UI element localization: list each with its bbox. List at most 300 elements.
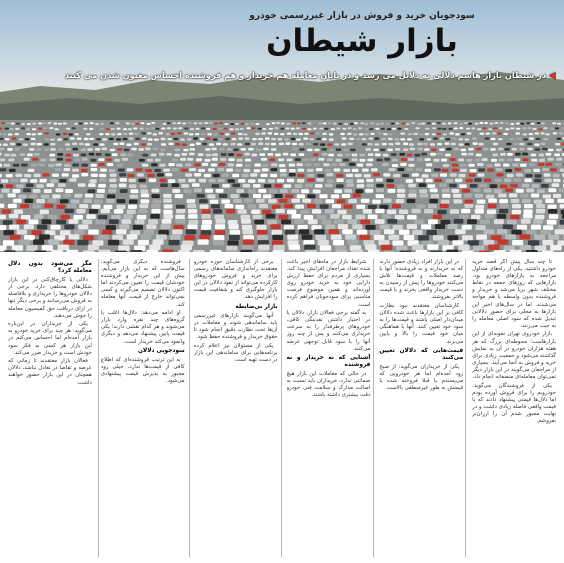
parked-car [336, 159, 342, 162]
parked-car [6, 122, 10, 124]
parked-car [537, 189, 545, 193]
parked-car [172, 229, 183, 234]
parked-car [88, 183, 96, 187]
parked-car [512, 204, 521, 208]
parked-car [265, 143, 270, 146]
parked-car [322, 133, 327, 135]
parked-car [206, 154, 212, 157]
parked-car [218, 128, 222, 130]
parked-car [452, 137, 457, 139]
parked-car [181, 169, 188, 172]
parked-car [535, 148, 540, 151]
parked-car [375, 128, 379, 130]
parked-car [166, 153, 172, 156]
parked-car [31, 138, 36, 140]
parked-car [94, 200, 103, 204]
parked-car [554, 153, 560, 156]
parked-car [339, 163, 345, 166]
parked-car [326, 199, 335, 203]
parked-car [498, 148, 503, 151]
parked-car [158, 230, 169, 235]
parked-car [445, 154, 451, 157]
parked-car [184, 132, 189, 134]
parked-car [546, 163, 552, 166]
parked-car [190, 144, 195, 147]
parked-car [112, 153, 118, 156]
parked-car [67, 204, 76, 208]
parked-car [475, 209, 484, 214]
lead-text [8, 70, 556, 82]
parked-car [504, 178, 511, 182]
parked-car [307, 194, 315, 198]
parked-car [345, 234, 356, 239]
parked-car [440, 204, 449, 208]
parked-car [404, 235, 415, 240]
parked-car [555, 163, 561, 166]
parked-car [258, 179, 265, 183]
parked-car [416, 178, 423, 182]
headline-block [172, 10, 552, 60]
parked-car [363, 209, 372, 214]
parked-car [419, 133, 424, 135]
parked-car [16, 184, 24, 188]
parked-car [550, 168, 557, 171]
parked-car [83, 235, 94, 240]
parked-car [38, 133, 43, 135]
parked-car [2, 209, 11, 214]
parked-car [26, 183, 34, 187]
parked-car [491, 159, 497, 162]
parked-car [435, 179, 442, 183]
parked-car [478, 168, 485, 171]
parked-car [534, 235, 545, 240]
parked-car [73, 154, 79, 157]
parked-car [462, 189, 470, 193]
parked-car [0, 174, 2, 177]
parked-car [353, 193, 361, 197]
parked-car [520, 123, 524, 125]
parked-car [33, 239, 44, 244]
parked-car [523, 138, 528, 140]
parked-car [369, 138, 374, 140]
parked-car [317, 174, 324, 177]
parked-car [499, 199, 508, 203]
parked-car [324, 128, 328, 130]
parked-car [279, 164, 285, 167]
parked-car [314, 229, 325, 234]
paragraph: تا چند سال پیش اگر قصد خرید خودرو داشتید، یکی از راه‌های متداول مراجعه به بازارهای خودرو بود. بازارهایی که روزهای جمعه در نقاط مختلف شهر برپا می‌شد و خریدار و فروشنده بدون واسطه با هم مواجه می‌شدند. اما در سال‌های اخیر این بازارها به محلی برای حضور دلالانی تبدیل شده که سود اصلی معامله را به جیب می‌زنند. [472, 259, 556, 329]
parked-car [151, 163, 157, 166]
parked-car [466, 159, 472, 162]
parked-car [299, 148, 304, 151]
parked-car [180, 158, 186, 161]
parked-car [356, 205, 365, 209]
parked-car [34, 174, 41, 177]
parked-car [205, 159, 211, 162]
parked-car [487, 210, 496, 215]
parked-car [460, 164, 466, 167]
parked-car [119, 173, 126, 176]
parked-car [504, 148, 509, 151]
parked-car [476, 154, 482, 157]
parked-car [468, 153, 474, 156]
parked-car [227, 240, 238, 245]
parked-car [12, 137, 17, 139]
parked-car [157, 173, 164, 176]
parked-car [49, 154, 55, 157]
parked-car [523, 209, 532, 214]
parked-car [431, 194, 439, 198]
parked-car [561, 210, 564, 215]
parked-car [86, 214, 96, 219]
parked-car [437, 128, 441, 130]
parked-car [273, 250, 285, 252]
parked-car [307, 169, 314, 172]
parked-car [187, 158, 193, 161]
parked-car [213, 139, 218, 141]
parked-car [241, 215, 251, 220]
parked-car [299, 153, 305, 156]
parked-car [243, 169, 250, 172]
parked-car [438, 210, 447, 215]
parked-car [550, 128, 554, 130]
parked-car [323, 163, 329, 166]
parked-car [228, 153, 234, 156]
parked-car [36, 148, 41, 151]
parked-car [473, 246, 484, 252]
parked-car [302, 199, 311, 203]
parked-car [461, 209, 470, 214]
parked-car [243, 239, 254, 244]
parked-car [544, 173, 551, 176]
parked-car [159, 164, 165, 167]
parked-car [81, 173, 88, 176]
parked-car [559, 188, 564, 192]
parked-car [459, 143, 464, 146]
parked-car [58, 123, 62, 125]
parked-car [98, 158, 104, 161]
article-column-2 [379, 259, 463, 559]
paragraph: شرایط بازار در ماه‌های اخیر باعث شده تعداد مراجعان افزایش پیدا کند. بسیاری از مردم برای حفظ ارزش دارایی خود به خرید خودرو روی آورده‌اند و همین موضوع فرصت مناسبی برای سودجویان فراهم کرده است. [286, 259, 371, 308]
parked-car [380, 123, 384, 125]
parked-car [342, 194, 350, 198]
parked-car [21, 123, 25, 125]
parked-car [345, 153, 351, 156]
parked-car [48, 215, 58, 220]
parked-car [510, 215, 520, 220]
parked-car [219, 163, 225, 166]
parked-car [0, 164, 2, 167]
parked-car [418, 235, 429, 240]
parked-car [497, 229, 508, 234]
parked-car [148, 219, 158, 224]
parked-car [218, 168, 225, 171]
parked-car [63, 240, 74, 245]
parked-car [204, 122, 208, 124]
parked-car [143, 154, 149, 157]
parked-car [31, 164, 37, 167]
parked-car [8, 204, 17, 208]
parked-car [317, 215, 327, 220]
parked-car [269, 189, 277, 193]
parked-car [291, 189, 299, 193]
parked-car [111, 133, 116, 135]
parked-car [138, 240, 149, 245]
parked-car [479, 251, 491, 253]
parked-car [131, 123, 135, 125]
parked-car [541, 123, 545, 125]
parked-car [376, 123, 380, 125]
parked-car [40, 210, 49, 215]
parked-car [336, 127, 340, 129]
parked-car [531, 194, 539, 198]
parked-car [280, 173, 287, 176]
parked-car [199, 122, 203, 124]
parked-car [291, 199, 300, 203]
parked-car [235, 123, 239, 125]
parked-car [45, 138, 50, 140]
parked-car [495, 122, 499, 124]
parked-car [6, 174, 13, 177]
parked-car [389, 235, 400, 240]
parked-car [17, 230, 28, 235]
parked-car [221, 153, 227, 156]
parked-car [262, 210, 271, 215]
parked-car [552, 183, 560, 187]
parked-car [116, 229, 127, 234]
parked-car [378, 240, 389, 245]
parked-car [477, 173, 484, 176]
parked-car [117, 164, 123, 167]
parked-car [159, 153, 165, 156]
parked-car [499, 159, 505, 162]
parked-car [55, 163, 61, 166]
parked-car [399, 210, 408, 215]
parked-car [69, 178, 76, 182]
parked-car [540, 143, 545, 146]
parked-car [432, 123, 436, 125]
parked-car [368, 143, 373, 146]
parked-car [540, 230, 551, 235]
parked-car [65, 143, 70, 146]
parked-car [279, 215, 289, 220]
parked-car [38, 123, 42, 125]
parked-car [314, 163, 320, 166]
parked-car [538, 128, 542, 130]
parked-car [215, 215, 225, 220]
parked-car [377, 132, 382, 134]
parked-car [359, 235, 370, 240]
parked-car [476, 225, 486, 230]
parked-car [537, 122, 541, 124]
parked-car [412, 244, 423, 250]
parked-car [315, 184, 323, 188]
parked-car [3, 240, 14, 245]
parked-car [117, 148, 122, 151]
parked-car [400, 251, 412, 253]
parked-car [172, 159, 178, 162]
parked-car [490, 148, 495, 151]
parked-car [470, 169, 477, 172]
parked-car [108, 189, 116, 193]
parked-car [235, 205, 244, 209]
parked-car [168, 163, 174, 166]
parked-car [348, 219, 358, 224]
parked-car [34, 214, 44, 219]
parked-car [534, 200, 543, 204]
parked-car [406, 123, 410, 125]
parked-car [381, 138, 386, 140]
parked-car [133, 128, 137, 130]
parked-car [503, 164, 509, 167]
parked-car [416, 250, 428, 252]
parked-car [201, 230, 212, 235]
parked-car [344, 205, 353, 209]
parked-car [138, 209, 147, 214]
parked-car [272, 230, 283, 235]
parked-car [235, 169, 242, 172]
parked-car [3, 144, 8, 147]
parked-car [224, 128, 228, 130]
parked-car [145, 169, 152, 172]
parked-car [542, 240, 553, 245]
parked-car [333, 123, 337, 125]
parked-car [433, 215, 443, 220]
parked-car [536, 209, 545, 214]
parked-car [219, 148, 224, 151]
parked-car [215, 230, 226, 235]
parked-car [236, 164, 242, 167]
parked-car [356, 189, 364, 193]
parked-car [383, 173, 390, 176]
parked-car [109, 169, 116, 172]
parked-car [247, 127, 251, 129]
parked-car [445, 138, 450, 140]
parked-car [536, 138, 541, 140]
parked-car [280, 128, 284, 130]
parked-car [150, 214, 160, 219]
parked-car [96, 138, 101, 140]
parked-car [423, 143, 428, 146]
parked-car [142, 164, 148, 167]
parked-car [242, 174, 249, 177]
parked-car [96, 194, 104, 198]
parked-car [164, 214, 174, 219]
parked-car [310, 158, 316, 161]
parked-car [163, 169, 170, 172]
parked-car [532, 128, 536, 130]
parked-car [140, 128, 144, 130]
section-subhead: مگر می‌شود بدون دلال معامله کرد؟ [8, 261, 92, 275]
parked-car [425, 169, 432, 172]
parked-car [357, 179, 364, 183]
parked-car [559, 132, 564, 134]
parked-car [437, 143, 442, 146]
parked-car [298, 225, 308, 230]
parked-car [257, 250, 269, 252]
parked-car [273, 245, 284, 251]
parked-car [257, 235, 268, 240]
parked-car [237, 159, 243, 162]
article-column-6 [8, 259, 92, 559]
parked-car [129, 179, 136, 183]
parked-car [375, 209, 384, 214]
parked-car [98, 163, 104, 166]
parked-car [467, 132, 472, 134]
parked-car [519, 148, 524, 151]
parked-car [26, 128, 30, 130]
parked-car [283, 153, 289, 156]
parked-car [268, 153, 274, 156]
parked-car [11, 123, 15, 125]
parked-car [60, 230, 71, 235]
parked-car [66, 148, 71, 151]
parked-car [141, 234, 152, 239]
parked-car [30, 179, 37, 183]
parked-car [543, 225, 553, 230]
parked-car [83, 199, 92, 203]
parked-car [20, 204, 29, 208]
parked-car [430, 251, 442, 252]
parked-car [343, 169, 350, 172]
parked-car [297, 179, 304, 183]
parked-car [146, 250, 158, 252]
parked-car [397, 184, 405, 188]
parked-car [556, 158, 562, 161]
parked-car [400, 133, 405, 135]
parked-car [425, 158, 431, 161]
parked-car [208, 168, 215, 171]
parked-car [181, 153, 187, 156]
parked-car [196, 158, 202, 161]
parked-car [503, 224, 513, 229]
parked-car [109, 219, 119, 224]
parked-car [241, 148, 246, 151]
parked-car [440, 173, 447, 176]
parked-car [498, 194, 506, 198]
paragraph: فعالان بازار معتقدند تا زمانی که عرضه و تقاضا در تعادل نباشد، دلالان همچنان در این بازار حضور خواهند داشت. [8, 358, 92, 386]
parked-car [464, 122, 468, 124]
parked-car [21, 127, 25, 129]
parked-car [376, 194, 384, 198]
parked-car [543, 194, 551, 198]
parked-car [201, 127, 205, 129]
parked-car [96, 153, 102, 156]
parked-car [417, 143, 422, 146]
parked-car [439, 183, 447, 187]
parked-car [253, 215, 263, 220]
parked-car [316, 178, 323, 182]
parked-car [515, 168, 522, 171]
parked-car [151, 209, 160, 214]
parked-car [499, 209, 508, 214]
parked-car [442, 123, 446, 125]
parked-car [120, 153, 126, 156]
parked-car [553, 179, 560, 183]
parked-car [336, 184, 344, 188]
parked-car [512, 240, 523, 245]
parked-car [57, 153, 63, 156]
parked-car [287, 210, 296, 215]
parked-car [438, 240, 449, 245]
parked-car [498, 138, 503, 140]
parked-car [200, 204, 209, 208]
parked-car [500, 204, 509, 208]
parked-car [350, 149, 355, 152]
parked-car [455, 229, 466, 234]
parked-car [106, 225, 116, 230]
parked-car [23, 188, 31, 192]
